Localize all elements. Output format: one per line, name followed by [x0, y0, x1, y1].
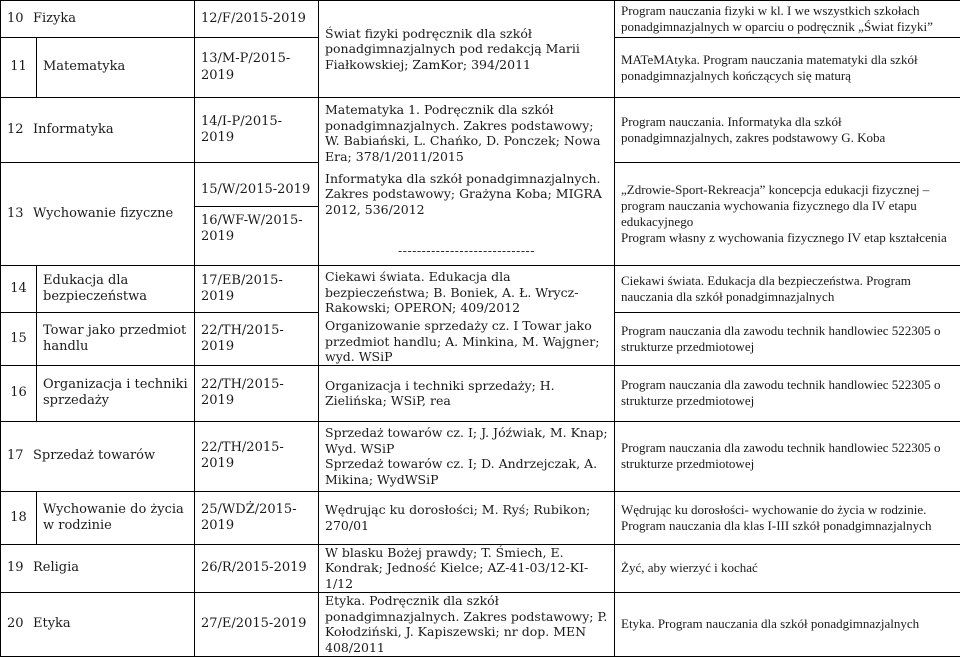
- textbook-entry: Ciekawi świata. Edukacja dla bezpieczeństwa; B. Boniek, A. Ł. Wrycz-Rakowski; OPERON; 409/2012: [325, 269, 608, 316]
- textbook-entry: Etyka. Podręcznik dla szkół ponadgimnazjalnych. Zakres podstawowy; P. Kołodziński, J. Kapiszewski; nr dop. MEN 408/2011: [319, 592, 615, 656]
- textbook-placeholder: -----------------------------: [325, 243, 608, 259]
- table-row: [1, 98, 960, 163]
- table-row: [1, 544, 960, 592]
- program-code: 26/R/2015-2019: [195, 544, 319, 592]
- program-code: 12/F/2015-2019: [195, 1, 319, 38]
- textbook-cell: [319, 1, 615, 98]
- program-code: 27/E/2015-2019: [195, 592, 319, 656]
- textbook-entry: Sprzedaż towarów cz. I; D. Andrzejczak, A. Mikina; WydWSiP: [325, 456, 608, 487]
- subject-name: Edukacja dla bezpieczeństwa: [37, 266, 195, 313]
- program-description: Program nauczania dla zawodu technik handlowiec 522305 o strukturze przedmiotowej: [615, 312, 960, 365]
- program-description: Żyć, aby wierzyć i kochać: [615, 544, 960, 592]
- program-description: Program nauczania dla klas I-III szkół ponadgimnazjalnych: [621, 518, 954, 534]
- subject-name: Etyka: [33, 616, 71, 631]
- row-number: 13: [7, 206, 33, 222]
- row-number: 12: [7, 122, 33, 138]
- subject-cell: [1, 98, 195, 163]
- textbook-entry: Sprzedaż towarów cz. I; J. Jóźwiak, M. Knap; Wyd. WSiP: [325, 425, 608, 456]
- subject-name: Religia: [33, 560, 79, 575]
- program-description: „Zdrowie-Sport-Rekreacja” koncepcja edukacji fizycznej – program nauczania wychowania fizycznego dla IV etapu edukacyjnego: [621, 182, 954, 230]
- row-number: 20: [7, 616, 33, 632]
- program-description-cell: [615, 162, 960, 265]
- subject-name: Fizyka: [33, 11, 76, 26]
- textbook-entry: Matematyka 1. Podręcznik dla szkół ponadgimnazjalnych. Zakres podstawowy; W. Babiański, L. Chańko, D. Ponczek; Nowa Era; 378/1/2011/2015: [325, 102, 608, 165]
- program-description: Program nauczania fizyki w kl. I we wszystkich szkołach ponadgimnazjalnych w oparciu o podręcznik „Świat fizyki”: [615, 1, 960, 38]
- row-number: 10: [7, 11, 33, 27]
- textbook-entry: W blasku Bożej prawdy; T. Śmiech, E. Kondrak; Jedność Kielce; AZ-41-03/12-KI-1/12: [319, 544, 615, 592]
- textbook-cell: [319, 266, 615, 366]
- program-code-cell: [195, 162, 319, 265]
- program-code: 13/M-P/2015-2019: [195, 38, 319, 98]
- subject-cell: [1, 162, 195, 265]
- row-number: 16: [1, 365, 37, 421]
- program-description: Wędrując ku dorosłości- wychowanie do życia w rodzinie.: [621, 502, 954, 518]
- subject-cell: [1, 1, 195, 38]
- program-code: 22/TH/2015-2019: [195, 365, 319, 421]
- program-description: Program własny z wychowania fizycznego IV etap kształcenia: [621, 230, 954, 246]
- program-code: 17/EB/2015-2019: [195, 266, 319, 313]
- program-code: 22/TH/2015-2019: [195, 421, 319, 491]
- subject-name: Wychowanie do życia w rodzinie: [37, 491, 195, 544]
- row-number: 19: [7, 560, 33, 576]
- subject-name: Organizacja i techniki sprzedaży: [37, 365, 195, 421]
- row-number: 18: [1, 491, 37, 544]
- textbook-cell: [319, 421, 615, 491]
- row-number: 14: [1, 266, 37, 313]
- textbook-entry: Organizowanie sprzedaży cz. I Towar jako przedmiot handlu; A. Minkina, M. Wajgner; wyd. WSiP: [325, 318, 608, 365]
- textbook-cell: [319, 98, 615, 266]
- subject-cell: [1, 421, 195, 491]
- program-code: 15/W/2015-2019: [195, 176, 318, 206]
- row-number: 11: [1, 38, 37, 98]
- table-row: [1, 365, 960, 421]
- row-number: 15: [1, 312, 37, 365]
- subject-cell: [1, 592, 195, 656]
- program-description: Ciekawi świata. Edukacja dla bezpieczeństwa. Program nauczania dla szkół ponadgimnazjalnych: [615, 266, 960, 313]
- program-description-cell: [615, 491, 960, 544]
- row-number: 17: [7, 448, 33, 464]
- program-code: 14/I-P/2015-2019: [195, 98, 319, 163]
- table-row: [1, 491, 960, 544]
- table-row: [1, 1, 960, 38]
- textbook-entry: Świat fizyki podręcznik dla szkół ponadgimnazjalnych pod redakcją Marii Fiałkowskiej; ZamKor; 394/2011: [325, 26, 608, 73]
- textbook-entry: Wędrując ku dorosłości; M. Ryś; Rubikon; 270/01: [319, 491, 615, 544]
- textbook-entry: Organizacja i techniki sprzedaży; H. Zielińska; WSiP, rea: [319, 365, 615, 421]
- program-description: MATeMAtyka. Program nauczania matematyki dla szkół ponadgimnazjalnych kończących się maturą: [615, 38, 960, 98]
- table-row: [1, 266, 960, 313]
- textbook-entry: Informatyka dla szkół ponadgimnazjalnych. Zakres podstawowy; Grażyna Koba; MIGRA 2012, 536/2012: [325, 171, 608, 218]
- program-code: 22/TH/2015-2019: [195, 312, 319, 365]
- table-row: [1, 592, 960, 656]
- subject-name: Wychowanie fizyczne: [33, 206, 173, 221]
- program-description: Etyka. Program nauczania dla szkół ponadgimnazjalnych: [615, 592, 960, 656]
- subject-cell: [1, 544, 195, 592]
- subject-name: Sprzedaż towarów: [33, 448, 155, 463]
- program-code: 16/WF-W/2015-2019: [195, 207, 318, 252]
- program-description: Program nauczania dla zawodu technik handlowiec 522305 o strukturze przedmiotowej: [615, 365, 960, 421]
- program-description: Program nauczania dla zawodu technik handlowiec 522305 o strukturze przedmiotowej: [615, 421, 960, 491]
- subject-name: Matematyka: [37, 38, 195, 98]
- table-row: [1, 421, 960, 491]
- subject-name: Towar jako przedmiot handlu: [37, 312, 195, 365]
- program-code: 25/WDŻ/2015-2019: [195, 491, 319, 544]
- program-description: Program nauczania. Informatyka dla szkół ponadgimnazjalnych, zakres podstawowy G. Koba: [615, 98, 960, 163]
- subject-name: Informatyka: [33, 122, 114, 137]
